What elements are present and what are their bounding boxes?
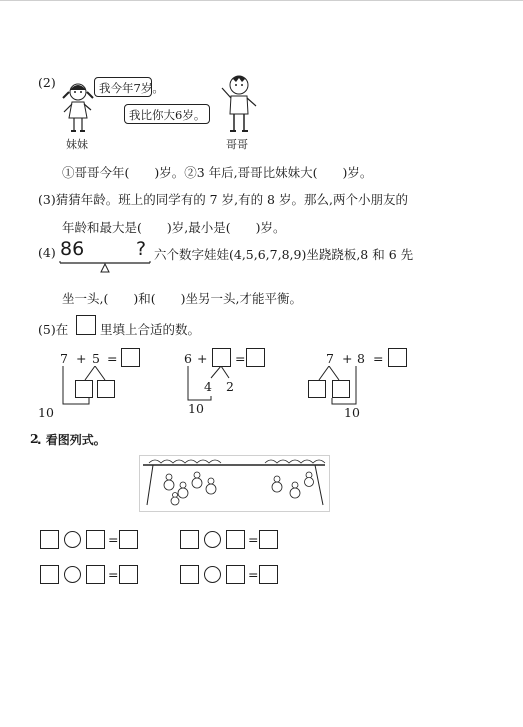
q5a-addend1: 7: [60, 351, 68, 366]
q5b-split-1: 4: [204, 379, 212, 394]
eq2a-box-2[interactable]: [86, 565, 105, 584]
equation-row-2a: [40, 565, 140, 585]
q5a-ten: 10: [38, 405, 54, 420]
eq2b-box-2[interactable]: [226, 565, 245, 584]
seesaw-icon: [58, 260, 154, 274]
q4-line1: 六个数字娃娃(4,5,6,7,8,9)坐跷跷板,8 和 6 先: [154, 247, 414, 262]
q4-line2: 坐一头,( )和( )坐另一头,才能平衡。: [62, 291, 302, 306]
eq2a-box-result[interactable]: [119, 565, 138, 584]
eq2a-operator-circle[interactable]: [64, 566, 81, 583]
q5c-plus: +: [342, 351, 353, 366]
eq1a-box-result[interactable]: [119, 530, 138, 549]
eq1b-equals: =: [248, 532, 259, 547]
boy-speech-text: 我比你大6岁。: [129, 108, 206, 122]
eq2a-box-1[interactable]: [40, 565, 59, 584]
eq1a-operator-circle[interactable]: [64, 531, 81, 548]
q5c-split-box-2[interactable]: [332, 380, 350, 398]
q3-line2: 年龄和最大是( )岁,最小是( )岁。: [62, 220, 286, 235]
q5-intro-prefix: (5)在: [38, 322, 69, 337]
q2-number: (2): [38, 75, 56, 90]
boy-label: 哥哥: [226, 138, 248, 151]
q5b-plus: +: [197, 351, 208, 366]
q2-question: ①哥哥今年( )岁。②3 年后,哥哥比妹妹大( )岁。: [62, 165, 373, 180]
q5c-split-box-1[interactable]: [308, 380, 326, 398]
q5-intro-suffix: 里填上合适的数。: [100, 322, 201, 337]
q4-number: (4): [38, 245, 56, 260]
q5c-ten: 10: [344, 405, 360, 420]
eq2a-equals: =: [108, 567, 119, 582]
equation-row-1a: [40, 530, 140, 550]
q5b-equals: =: [235, 351, 246, 366]
boy-illustration: [218, 72, 260, 136]
equation-row-2b: [180, 565, 280, 585]
q5a-addend2: 5: [92, 351, 100, 366]
q5b-split-2: 2: [226, 379, 234, 394]
eq2b-operator-circle[interactable]: [204, 566, 221, 583]
eq1b-box-1[interactable]: [180, 530, 199, 549]
eq2b-box-result[interactable]: [259, 565, 278, 584]
q5b-addend-box[interactable]: [212, 348, 231, 367]
eq2b-box-1[interactable]: [180, 565, 199, 584]
seesaw-left-number: 86: [60, 238, 85, 260]
section2-title: . 看图列式。: [37, 433, 106, 447]
q5a-plus: +: [76, 351, 87, 366]
girl-speech-bubble: [94, 77, 164, 97]
q5a-equals: =: [107, 351, 118, 366]
q5a-answer-box[interactable]: [121, 348, 140, 367]
q5b-addend1: 6: [184, 351, 192, 366]
eq1a-box-1[interactable]: [40, 530, 59, 549]
gourd-vine-illustration: [139, 455, 330, 512]
q5b-answer-box[interactable]: [246, 348, 265, 367]
q5c-addend1: 7: [326, 351, 334, 366]
eq1b-operator-circle[interactable]: [204, 531, 221, 548]
q5b-ten: 10: [188, 401, 204, 416]
eq1a-box-2[interactable]: [86, 530, 105, 549]
seesaw-right-mark: ?: [136, 238, 147, 260]
q3-line1: (3)猜猜年龄。班上的同学有的 7 岁,有的 8 岁。那么,两个小朋友的: [38, 192, 408, 207]
girl-label: 妹妹: [66, 138, 88, 151]
q5a-split-box-1[interactable]: [75, 380, 93, 398]
boy-speech-bubble: [124, 104, 210, 124]
section2-number: 2: [30, 431, 39, 446]
girl-illustration: [58, 80, 98, 136]
eq2b-equals: =: [248, 567, 259, 582]
eq1a-equals: =: [108, 532, 119, 547]
girl-speech-text: 我今年7岁。: [99, 81, 164, 95]
q5c-addend2: 8: [357, 351, 365, 366]
q5-sample-box: [76, 315, 96, 335]
eq1b-box-2[interactable]: [226, 530, 245, 549]
equation-row-1b: [180, 530, 280, 550]
q5c-equals: =: [373, 351, 384, 366]
q5c-answer-box[interactable]: [388, 348, 407, 367]
q5a-split-box-2[interactable]: [97, 380, 115, 398]
eq1b-box-result[interactable]: [259, 530, 278, 549]
page-top-border: [0, 0, 523, 1]
